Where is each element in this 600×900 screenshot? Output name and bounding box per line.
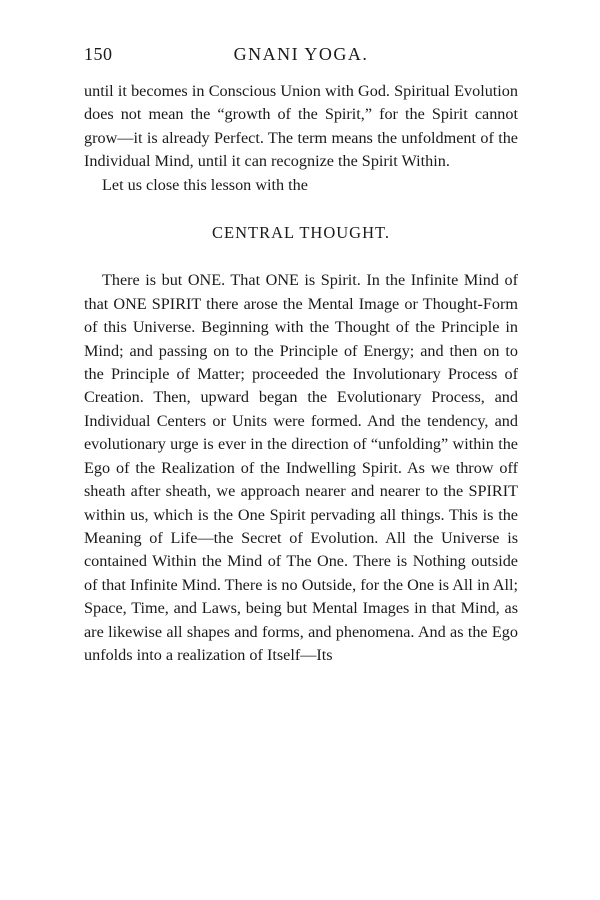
- running-title: GNANI YOGA.: [233, 44, 369, 64]
- page-body: [84, 80, 518, 667]
- page-header: [84, 38, 518, 68]
- paragraph-central-thought: There is but ONE. That ONE is Spirit. In the Infinite Mind of that ONE SPIRIT there arose the Mental Image or Thought-Form of this Universe. Beginning with the Thought of the Principle in Mind; and passing on to the Principle of Energy; and then on to the Principle of Matter; proceeded the Involutionary Process of Creation. Then, upward began the Evolutionary Process, and Individual Centers or Units were formed. And the tendency, and evolutionary urge is ever in the direction of “unfolding” within the Ego of the Realization of the Indwelling Spirit. As we throw off sheath after sheath, we approach nearer and nearer to the SPIRIT within us, which is the One Spirit pervading all things. This is the Meaning of Life—the Secret of Evolution. All the Universe is contained Within the Mind of The One. There is Nothing outside of that Infinite Mind. There is no Outside, for the One is All in All; Space, Time, and Laws, being but Mental Images in that Mind, as are likewise all shapes and forms, and phenomena. And as the Ego unfolds into a realization of Itself—Its: [84, 271, 518, 664]
- paragraph-continued: until it becomes in Conscious Union with God. Spiritual Evolution does not mean the “growth of the Spirit,” for the Spirit cannot grow—it is already Perfect. The term means the unfoldment of the Individual Mind, until it can recognize the Spirit Within.: [84, 82, 518, 171]
- page-number: 150: [84, 44, 113, 64]
- paragraph-lead-in: Let us close this lesson with the: [102, 175, 308, 194]
- book-page: [84, 38, 518, 667]
- section-heading: CENTRAL THOUGHT.: [212, 223, 390, 243]
